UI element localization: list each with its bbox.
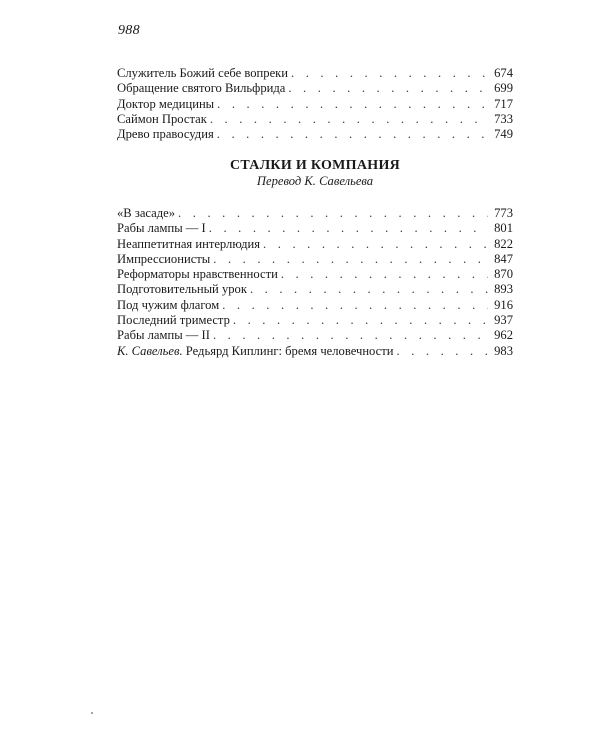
toc-entry-page: 822 <box>494 236 513 251</box>
toc-entry-title <box>117 344 394 359</box>
toc-entry-title: Под чужим флагом <box>117 297 220 312</box>
toc-leader-dots <box>217 127 488 142</box>
toc-leader-dots <box>397 344 488 359</box>
toc-entry-title: Древо правосудия <box>117 127 214 142</box>
toc-entry-page: 983 <box>494 344 513 358</box>
toc-leader-dots <box>222 298 488 313</box>
toc-entry-page: 847 <box>494 251 513 266</box>
toc-entry-title: Рабы лампы — II <box>117 328 210 343</box>
toc-entry-title: «В засаде» <box>117 206 176 220</box>
toc-entry-title: Рабы лампы — I <box>117 221 206 236</box>
toc-afterword <box>117 344 513 359</box>
toc-entry <box>117 252 513 267</box>
toc-entry-page: 870 <box>494 267 513 282</box>
toc-group-2 <box>117 206 513 344</box>
toc-entry <box>117 206 513 221</box>
toc-entry <box>117 127 513 142</box>
toc-entry-title: Доктор медицины <box>117 96 215 111</box>
toc-leader-dots <box>209 221 488 236</box>
toc-leader-dots <box>263 237 488 252</box>
toc-leader-dots <box>213 328 488 343</box>
section-translator: Перевод К. Савельева <box>256 174 374 188</box>
toc-entry <box>117 344 513 359</box>
toc-entry-page: 893 <box>494 282 513 297</box>
toc-entry-title: Служитель Божий себе вопреки <box>117 66 289 80</box>
toc-entry <box>117 237 513 252</box>
toc-entry-page: 962 <box>494 328 513 343</box>
toc-entry-page: 733 <box>494 111 513 126</box>
toc-entry <box>117 328 513 343</box>
toc-entry-page: 749 <box>494 127 513 142</box>
toc-entry <box>117 282 513 297</box>
toc-entry-page: 699 <box>494 81 513 96</box>
toc-entry-title: Обращение святого Вильфрида <box>117 81 286 96</box>
toc-entry-page: 916 <box>494 297 513 312</box>
toc-leader-dots <box>217 97 488 112</box>
toc-entry <box>117 81 513 96</box>
toc-leader-dots <box>210 112 488 127</box>
toc-entry-title: Реформаторы нравственности <box>117 267 278 282</box>
toc-entry-page: 674 <box>494 66 513 80</box>
paper-speck <box>91 712 93 714</box>
section-heading <box>117 158 513 188</box>
toc-entry-title: Импрессионисты <box>117 251 211 266</box>
toc-leader-dots <box>178 206 488 221</box>
toc-group-1 <box>117 66 513 142</box>
toc-entry <box>117 66 513 81</box>
page-number: 988 <box>118 23 140 38</box>
toc-leader-dots <box>291 66 488 81</box>
afterword-author: К. Савельев. <box>117 344 183 358</box>
toc-entry-page: 937 <box>494 313 513 328</box>
toc-leader-dots <box>281 267 488 282</box>
toc-leader-dots <box>250 282 488 297</box>
toc-entry <box>117 221 513 236</box>
section-title: СТАЛКИ И КОМПАНИЯ <box>229 158 401 173</box>
toc-entry-title: Последний триместр <box>117 313 230 328</box>
toc-entry <box>117 112 513 127</box>
toc-entry-page: 717 <box>494 96 513 111</box>
toc-leader-dots <box>288 81 488 96</box>
toc-entry <box>117 298 513 313</box>
toc-entry-page: 773 <box>494 206 513 220</box>
toc-entry <box>117 313 513 328</box>
toc-leader-dots <box>233 313 488 328</box>
toc-entry-title: Неаппетитная интерлюдия <box>117 236 261 251</box>
toc-entry-title: Подготовительный урок <box>117 282 247 297</box>
toc-entry <box>117 267 513 282</box>
toc-entry-title: Саймон Простак <box>117 111 207 126</box>
afterword-title: Редьярд Киплинг: бремя человечности <box>185 344 394 358</box>
toc-entry <box>117 97 513 112</box>
toc-leader-dots <box>213 252 488 267</box>
toc-entry-page: 801 <box>494 221 513 236</box>
